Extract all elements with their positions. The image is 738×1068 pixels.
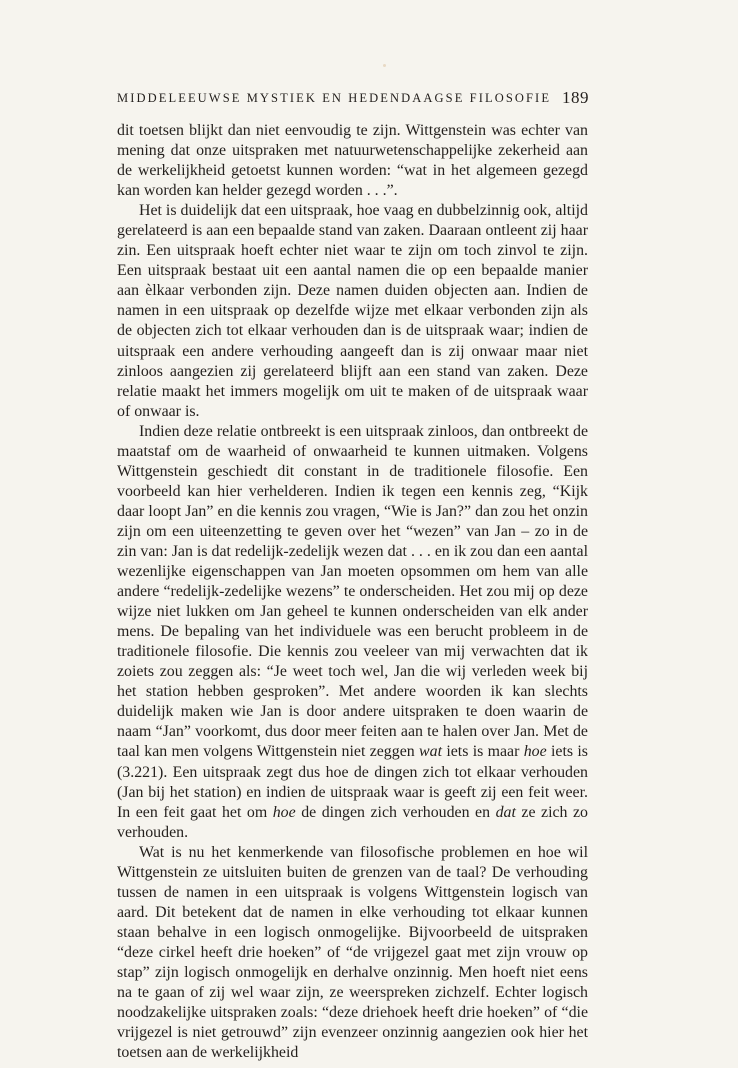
running-head-title: MIDDELEEUWSE MYSTIEK EN HEDENDAAGSE FILOSOFIE [117, 91, 552, 105]
running-head [117, 88, 589, 108]
emphasis-text: dat [495, 803, 516, 821]
text-run: ze zich zo verhouden. [117, 803, 588, 841]
paragraph [117, 201, 588, 422]
text-run: Wat is nu het kenmerkende van filosofische problemen en hoe wil Wittgenstein ze uitsluiten buiten de grenzen van de taal? De verhouding tussen de namen in een uitspraak is volgens Wittgenstein logisch van aard. Dit betekent dat de namen in elke verhouding tot elkaar kunnen staan behalve in een logisch onmogelijke. Bijvoorbeeld de uitspraken “deze cirkel heeft drie hoeken” of “de vrijgezel gaat met zijn vrouw op stap” zijn logisch onmogelijk en derhalve onzinnig. Men hoeft niet eens na te gaan of zij wel waar zijn, ze weerspreken zichzelf. Echter logisch noodzakelijke uitspraken zoals: “deze driehoek heeft drie hoeken” of “die vrijgezel is niet getrouwd” zijn evenzeer onzinnig aangezien ook hier het toetsen aan de werkelijkheid [117, 843, 588, 1062]
page-number: 189 [562, 88, 589, 107]
paragraph [117, 843, 588, 1064]
text-run: Indien deze relatie ontbreekt is een uitspraak zinloos, dan ontbreekt de maatstaf om de waarheid of onwaarheid te kunnen uitmaken. Volgens Wittgenstein geschiedt dit constant in de traditionele filosofie. Een voorbeeld kan hier verhelderen. Indien ik tegen een kennis zeg, “Kijk daar loopt Jan” en die kennis zou vragen, “Wie is Jan?” dan zou het onzin zijn om een uiteenzetting te geven over het “wezen” van Jan – zo in de zin van: Jan is dat redelijk-zedelijk wezen dat . . . en ik zou dan een aantal wezenlijke eigenschappen van Jan moeten opsommen om hem van alle andere “redelijk-zedelijke wezens” te onderscheiden. Het zou mij op deze wijze niet lukken om Jan geheel te kunnen onderscheiden van elk ander mens. De bepaling van het individuele was een berucht probleem in de traditionele filosofie. Die kennis zou veeleer van mij verwachten dat ik zoiets zou zeggen als: “Je weet toch wel, Jan die wij verleden week bij het station hebben gesproken”. Met andere woorden ik kan slechts duidelijk maken wie Jan is door andere uitspraken te doen waarin de naam “Jan” voorkomt, dus door meer feiten aan te halen over Jan. Met de taal kan men volgens Wittgenstein niet zeggen [117, 422, 588, 761]
text-run: de dingen zich verhouden en [295, 803, 496, 821]
text-run: Het is duidelijk dat een uitspraak, hoe vaag en dubbelzinnig ook, altijd gerelateerd is aan een bepaalde stand van zaken. Daaraan ontleent zij haar zin. Een uitspraak hoeft echter niet waar te zijn om toch zinvol te zijn. Een uitspraak bestaat uit een aantal namen die op een bepaalde manier aan èlkaar verbonden zijn. Deze namen duiden objecten aan. Indien de namen in een uitspraak op dezelfde wijze met elkaar verbonden zijn als de objecten zich tot elkaar verhouden dan is de uitspraak waar; indien de uitspraak een andere verhouding aangeeft dan is zij onwaar maar niet zinloos aangezien zij gerelateerd blijft aan een stand van zaken. Deze relatie maakt het immers mogelijk om uit te maken of de uitspraak waar of onwaar is. [117, 202, 588, 420]
text-run: iets is maar [442, 743, 524, 761]
text-run: dit toetsen blijkt dan niet eenvoudig te zijn. Wittgenstein was echter van mening dat onze uitspraken met natuurwetenschappelijke zekerheid aan de werkelijkheid getoetst kunnen worden: “wat in het algemeen gezegd kan worden kan helder gezegd worden . . .”. [117, 122, 588, 200]
emphasis-text: hoe [272, 803, 296, 821]
paragraph [117, 422, 588, 843]
paragraph [117, 121, 588, 201]
emphasis-text: hoe [523, 743, 547, 761]
paper-speck [383, 64, 386, 67]
text-run: iets is (3.221). Een uitspraak zegt dus hoe de dingen zich tot elkaar verhouden (Jan bij het station) en indien de uitspraak waar is geeft zij een feit weer. In een feit gaat het om [117, 743, 588, 821]
body-text [117, 121, 588, 1063]
emphasis-text: wat [419, 743, 442, 761]
